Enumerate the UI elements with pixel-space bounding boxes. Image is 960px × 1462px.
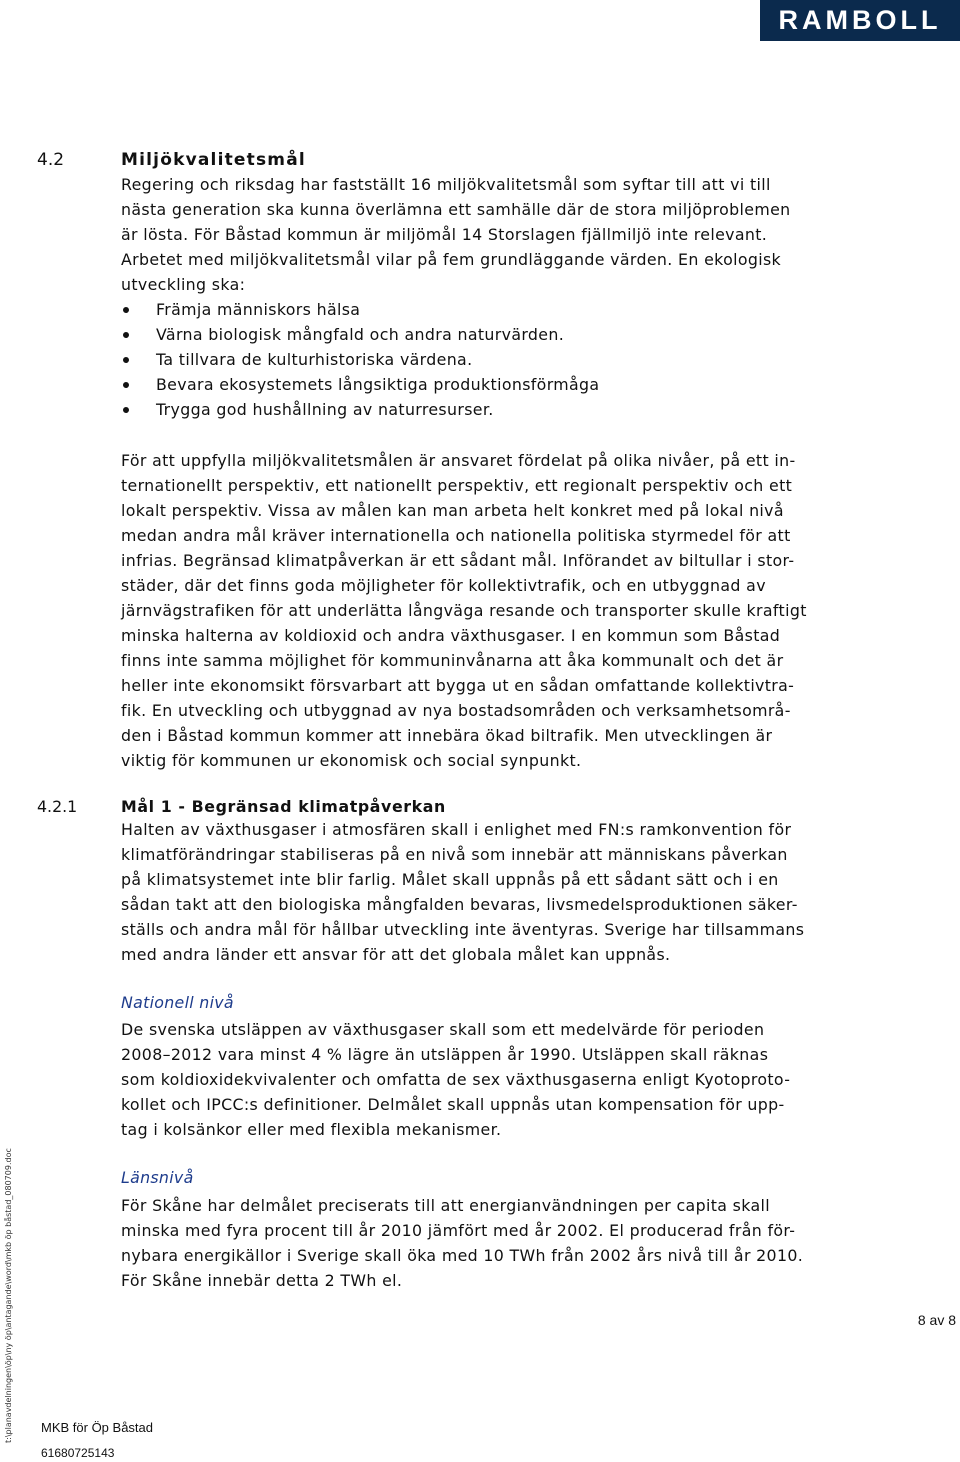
bullet-icon [123,382,129,388]
section-title: Miljökvalitetsmål [121,150,306,170]
footer-document-id: 61680725143 [41,1446,115,1460]
bullet-icon [123,332,129,338]
ramboll-logo: RAMBOLL [760,0,960,41]
section-intro: Regering och riksdag har fastställt 16 miljökvalitetsmål som syftar till att vi till nästa generation ska kunna överlämna ett samhälle där de stora miljöproblemen är lösta. För Båstad kommun är miljömål 14 Storslagen fjällmiljö inte relevant. Arbetet med miljökvalitetsmål vilar på fem grundläggande värden. En ekologisk utveckling ska: [121,175,791,294]
section-number: 4.2 [37,150,65,170]
file-path: t:\planavdelningen\öp\ny öp\antagande\word\mkb öp båstad_080709.doc [4,1148,13,1443]
bullet-icon [123,407,129,413]
subsection-title: Mål 1 - Begränsad klimatpåverkan [121,797,446,816]
list-item: Trygga god hushållning av naturresurser. [121,397,599,422]
list-item: Ta tillvara de kulturhistoriska värdena. [121,347,599,372]
bullet-icon [123,357,129,363]
county-level-heading: Länsnivå [121,1168,194,1187]
national-level-heading: Nationell nivå [121,993,234,1012]
values-list [121,297,599,422]
list-item: Bevara ekosystemets långsiktiga produktionsförmåga [121,372,599,397]
page-number: 8 av 8 [917,1312,956,1328]
county-level-text: För Skåne har delmålet preciserats till att energianvändningen per capita skall minska med fyra procent till år 2010 jämfört med år 2002. El producerad från för- nybara energikällor i Sverige skall öka med 10 TWh från 2002 års nivå till år 2010. För Skåne innebär detta 2 TWh el. [121,1196,804,1290]
footer-document-name: MKB för Öp Båstad [41,1420,153,1435]
subsection-text: Halten av växthusgaser i atmosfären skall i enlighet med FN:s ramkonvention för klimatförändringar stabiliseras på en nivå som innebär att människans påverkan på klimatsystemet inte blir farlig. Målet skall uppnås på ett sådant sätt och i en sådan takt att den biologiska mångfalden bevaras, livsmedelsproduktionen säker- ställs och andra mål för hållbar utveckling inte äventyras. Sverige har tillsammans med andra länder ett ansvar för att det globala målet kan uppnås. [121,820,805,964]
bullet-icon [123,307,129,313]
list-item: Värna biologisk mångfald och andra naturvärden. [121,322,599,347]
subsection-number: 4.2.1 [37,797,78,816]
section-paragraph: För att uppfylla miljökvalitetsmålen är ansvaret fördelat på olika nivåer, på ett in- ternationellt perspektiv, ett nationellt perspektiv, ett regionalt perspektiv och ett lokalt perspektiv. Vissa av målen kan man arbeta helt konkret med på lokal nivå medan andra mål kräver internationella och nationella politiska styrmedel för att infrias. Begränsad klimatpåverkan är ett sådant mål. Införandet av biltullar i stor- städer, där det finns goda möjligheter för kollektivtrafik, och en utbyggnad av järnvägstrafiken för att underlätta långväga resande och transporter skulle kraftigt minska halterna av koldioxid och andra växthusgaser. I en kommun som Båstad finns inte samma möjlighet för kommuninvånarna att åka kommunalt och det är heller inte ekonomsikt försvarbart att bygga ut en sådan omfattande kollektivtra- fik. En utveckling och utbyggnad av nya bostadsområden och verksamhetsområ- den i Båstad kommun kommer att innebära ökad biltrafik. Men utvecklingen är viktig för kommunen ur ekonomisk och social synpunkt. [121,451,807,770]
list-item: Främja människors hälsa [121,297,599,322]
national-level-text: De svenska utsläppen av växthusgaser skall som ett medelvärde för perioden 2008–2012 vara minst 4 % lägre än utsläppen år 1990. Utsläppen skall räknas som koldioxidekvivalenter och omfatta de sex växthusgaserna enligt Kyotoproto- kollet och IPCC:s definitioner. Delmålet skall uppnås utan kompensation för upp- tag i kolsänkor eller med flexibla mekanismer. [121,1020,791,1139]
